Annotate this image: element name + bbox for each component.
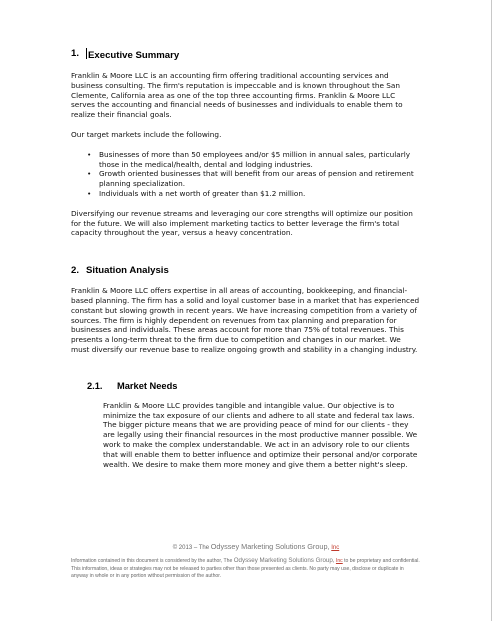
- heading-title: Executive Summary: [88, 50, 180, 61]
- list-item: • Individuals with a net worth of greater than $1.2 million.: [87, 188, 306, 198]
- text-cursor: [86, 48, 87, 59]
- document-body: [71, 48, 421, 469]
- situation-analysis-paragraph: Franklin & Moore LLC offers expertise in all areas of accounting, bookkeeping, and financial-based planning. The firm has a solid and loyal customer base in a market that has experienced constant but slowing growth in recent years. We have increasing competition from a variety of sources. The firm is highly dependent on revenues from tax planning and preparation for businesses and individuals. These areas account for more than 75% of total revenues. This presents a long-term threat to the firm due to competition and changes in our market. We must diversify our revenue base to realize ongoing growth and stability in a changing industry.: [71, 286, 420, 354]
- heading-market-needs: [87, 380, 421, 392]
- heading-executive-summary: [71, 48, 421, 62]
- company-name: Odyssey Marketing Solutions Group,: [210, 542, 330, 551]
- exec-summary-paragraph-1: Franklin & Moore LLC is an accounting firm offering traditional accounting services and business consulting. The firm's reputation is impeccable and is known throughout the San Clemente, California area as one of the top three accounting firms. Franklin & Moore LLC serves the accounting and financial needs of businesses and individuals to enable them to realize their financial goals.: [71, 71, 403, 120]
- heading-title: Market Needs: [117, 380, 178, 391]
- list-item: • Businesses of more than 50 employees and/or $5 million in annual sales, particularly those in the medical/health, dental and lodging industries.: [87, 149, 411, 169]
- heading-number: 2.1.: [87, 380, 103, 391]
- confidentiality-notice: Information contained in this document is considered by the author, The Odyssey Marketing Solutions Group, Inc to be proprietary and confidential. This information, ideas or strategies may not be released to parties other than those presented as clients. No party may use, disclose or duplicate in anyway in whole or in any portion without permission of the author.: [71, 557, 420, 580]
- heading-title: Situation Analysis: [86, 265, 169, 277]
- exec-summary-paragraph-2: Our target markets include the following.: [71, 129, 222, 139]
- page-footer: [71, 542, 421, 581]
- heading-number: 2.: [71, 265, 80, 277]
- target-markets-list: [71, 150, 421, 199]
- company-inc: Inc: [331, 545, 340, 551]
- exec-summary-paragraph-3: Diversifying our revenue streams and leveraging our core strengths will optimize our position for the future. We will also implement marketing tactics to better leverage the firm's total capacity throughout the year, versus a heavy concentration.: [71, 208, 413, 238]
- copyright-line: © 2013 – The Odyssey Marketing Solutions Group, Inc: [172, 542, 340, 551]
- market-needs-paragraph: Franklin & Moore LLC provides tangible and intangible value. Our objective is to minimize the tax exposure of our clients and adhere to all state and federal tax laws. The bigger picture means that we are providing peace of mind for our clients - they are legally using their financial resources in the most productive manner possible. We work to make the complex understandable. We act in an advisory role to our clients that will enable them to better influence and optimize their personal and/or corporate wealth. We desire to make them more money and give them a better night's sleep.: [103, 400, 418, 469]
- heading-situation-analysis: [71, 265, 421, 277]
- heading-number: 1.: [71, 48, 80, 59]
- list-item: • Growth oriented businesses that will benefit from our areas of pension and retirement planning specialization.: [87, 169, 414, 189]
